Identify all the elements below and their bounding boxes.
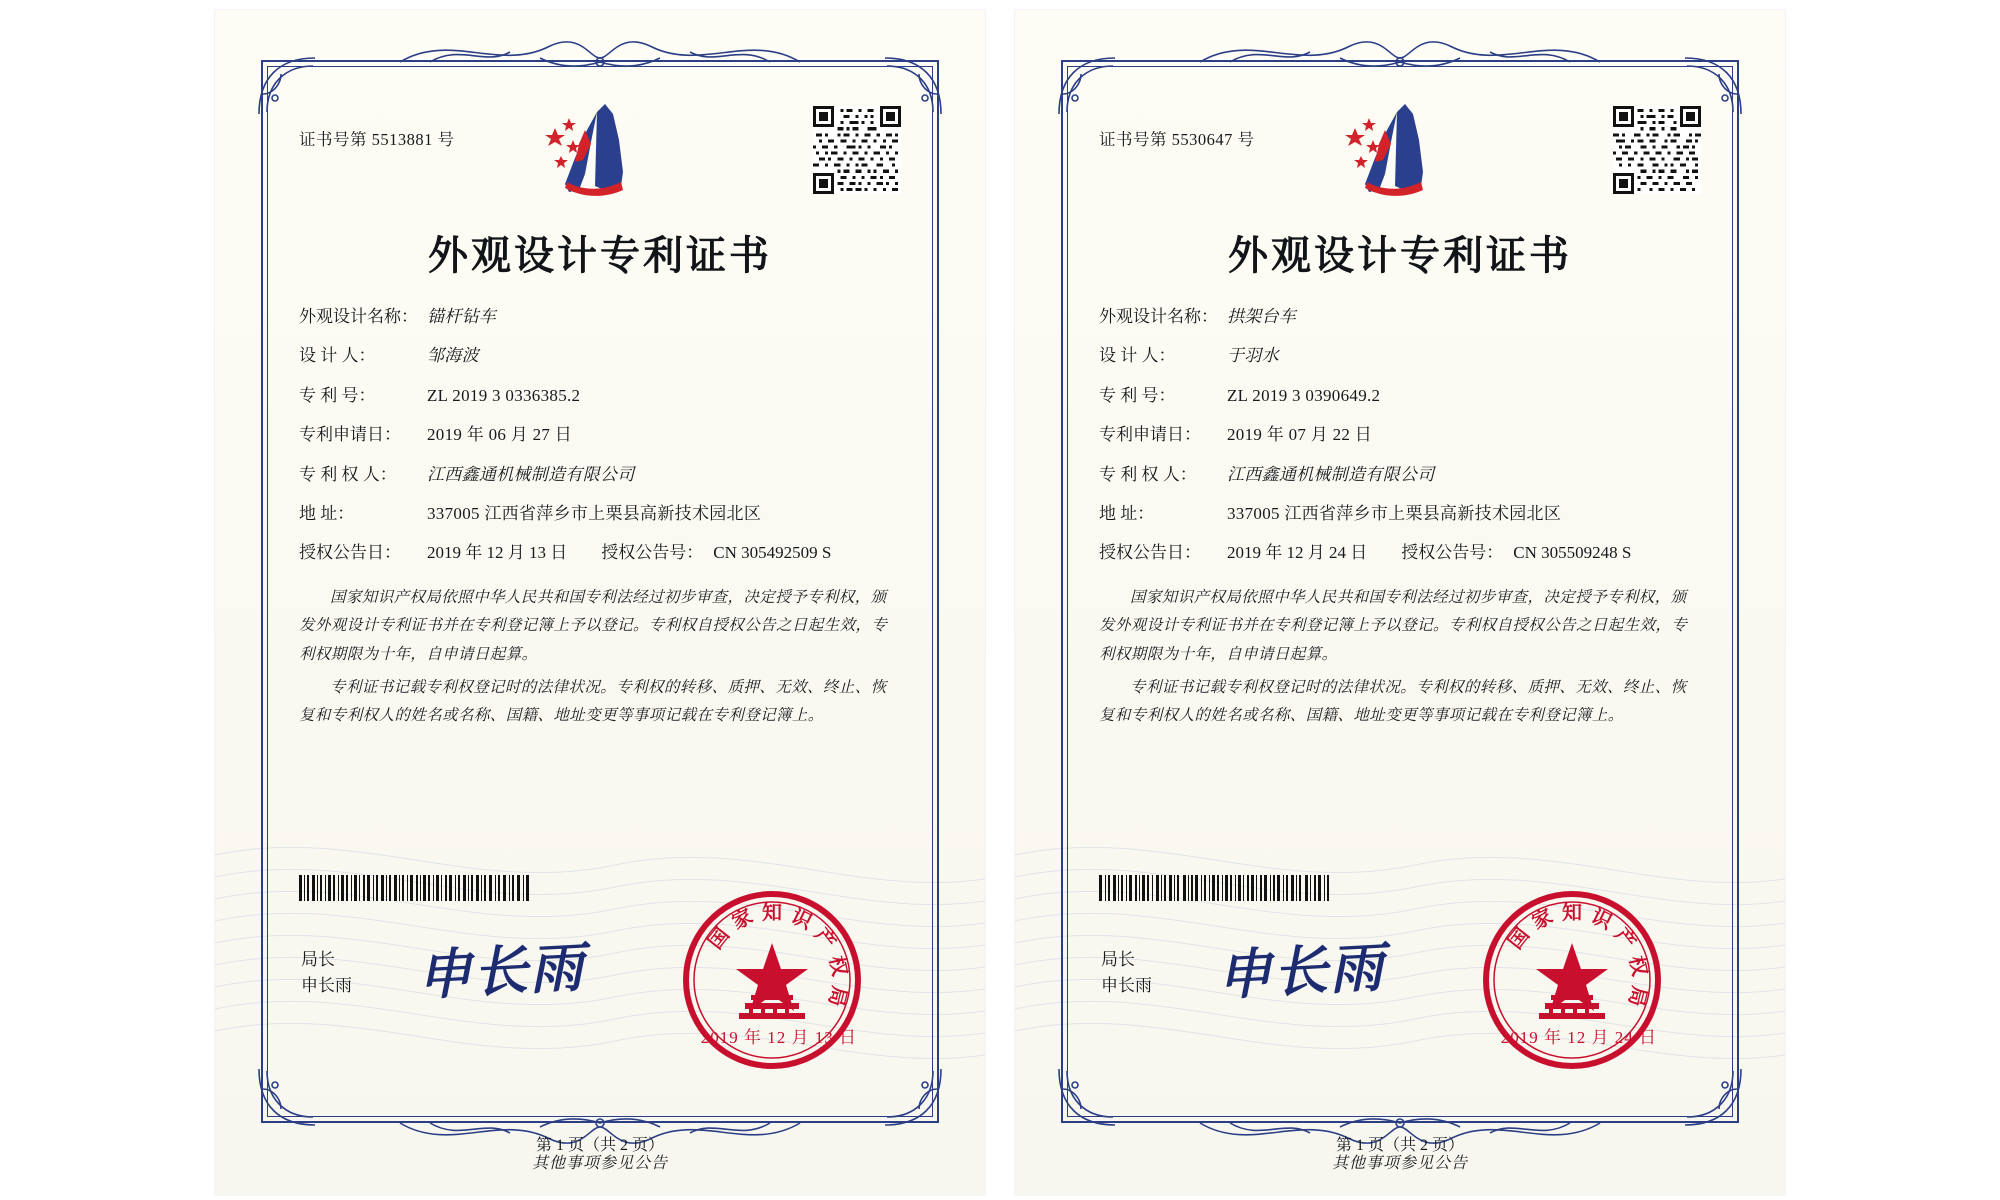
page-number: 第 1 页（共 2 页） <box>1335 1137 1464 1154</box>
certificate-footer <box>299 875 901 1154</box>
field-designer <box>1099 346 1701 366</box>
svg-text:识: 识 <box>1587 903 1617 935</box>
cnipa-logo-icon <box>1335 100 1465 205</box>
certificate-content <box>1095 80 1705 1154</box>
field-designer <box>299 346 901 366</box>
field-label: 授权公告日： <box>1099 543 1201 563</box>
footer-note: 其他事项参见公告 <box>531 1153 668 1172</box>
field-label-grant-no: 授权公告号： <box>1401 543 1504 563</box>
field-patentee <box>299 465 901 485</box>
svg-text:国: 国 <box>1502 922 1535 954</box>
field-value-grant-no: CN 305509248 S <box>1513 543 1632 563</box>
field-patentee <box>1099 465 1701 485</box>
svg-text:局: 局 <box>1623 983 1653 1010</box>
field-application-date <box>299 425 901 445</box>
field-label: 地 址： <box>1099 503 1155 523</box>
field-application-date <box>1099 425 1701 445</box>
svg-text:局: 局 <box>823 983 853 1010</box>
director-block <box>301 947 352 1000</box>
director-name: 申长雨 <box>1101 976 1152 996</box>
svg-text:知: 知 <box>1562 900 1582 924</box>
page-title: 外观设计专利证书 <box>428 232 772 279</box>
certificate-footer <box>1099 875 1701 1154</box>
field-value: 邹海波 <box>427 346 479 367</box>
director-title: 局长 <box>301 950 335 969</box>
field-label: 地 址： <box>299 503 355 523</box>
cnipa-logo-icon <box>535 100 665 205</box>
field-design-name <box>299 307 901 327</box>
field-patent-number <box>1099 386 1701 406</box>
legal-text <box>299 583 901 730</box>
seal-date: 2019 年 12 月 24 日 <box>1500 1028 1657 1047</box>
svg-text:知: 知 <box>762 900 782 924</box>
field-list <box>299 307 901 564</box>
field-value-grant-no: CN 305492509 S <box>713 543 832 563</box>
legal-paragraph: 专利证书记载专利权登记时的法律状况。专利权的转移、质押、无效、终止、恢复和专利权人的姓名或名称、国籍、地址变更等事项记载在专利登记簿上。 <box>299 677 887 725</box>
certificate-right <box>1015 10 1785 1195</box>
field-list <box>1099 307 1701 564</box>
field-value: 锚杆钻车 <box>427 307 497 327</box>
field-label: 专 利 号： <box>299 385 376 405</box>
field-label: 专 利 号： <box>1099 385 1176 405</box>
field-value: 2019 年 12 月 13 日 <box>427 543 568 563</box>
field-value: 江西鑫通机械制造有限公司 <box>1227 464 1435 485</box>
field-value: 拱架台车 <box>1227 307 1297 327</box>
field-address <box>1099 504 1701 524</box>
field-value: 337005 江西省萍乡市上栗县高新技术园北区 <box>1227 503 1562 523</box>
field-label: 专 利 权 人： <box>299 464 397 484</box>
field-value: 江西鑫通机械制造有限公司 <box>427 464 635 485</box>
seal-date: 2019 年 12 月 13 日 <box>700 1028 857 1047</box>
field-value: 于羽水 <box>1227 346 1279 367</box>
legal-paragraph: 国家知识产权局依照中华人民共和国专利法经过初步审查，决定授予专利权，颁发外观设计专利证书并在专利登记簿上予以登记。专利权自授权公告之日起生效，专利权期限为十年，自申请日起算。 <box>299 587 888 664</box>
svg-text:家: 家 <box>1527 903 1557 935</box>
legal-paragraph: 专利证书记载专利权登记时的法律状况。专利权的转移、质押、无效、终止、恢复和专利权人的姓名或名称、国籍、地址变更等事项记载在专利登记簿上。 <box>1099 677 1687 725</box>
certificate-content <box>295 80 905 1154</box>
field-value: 2019 年 12 月 24 日 <box>1227 543 1368 563</box>
field-label-grant-no: 授权公告号： <box>601 543 704 563</box>
field-label: 专利申请日： <box>299 425 401 445</box>
svg-text:国: 国 <box>702 922 735 954</box>
director-signature: 申长雨 <box>415 934 587 1008</box>
certificate-header <box>295 80 905 210</box>
svg-text:识: 识 <box>787 903 817 935</box>
director-signature: 申长雨 <box>1215 934 1387 1008</box>
legal-paragraph: 国家知识产权局依照中华人民共和国专利法经过初步审查，决定授予专利权，颁发外观设计专利证书并在专利登记簿上予以登记。专利权自授权公告之日起生效，专利权期限为十年，自申请日起算。 <box>1099 587 1688 664</box>
director-title: 局长 <box>1101 950 1135 969</box>
field-patent-number <box>299 386 901 406</box>
footer-note: 其他事项参见公告 <box>1331 1153 1468 1172</box>
barcode <box>1099 875 1329 901</box>
svg-text:权: 权 <box>1624 953 1653 979</box>
field-address <box>299 504 901 524</box>
legal-text <box>1099 583 1701 730</box>
field-value: 2019 年 06 月 27 日 <box>427 425 573 445</box>
field-design-name <box>1099 307 1701 327</box>
certificate-left <box>215 10 985 1195</box>
field-label: 外观设计名称： <box>299 307 418 326</box>
field-label: 设 计 人： <box>1099 346 1176 366</box>
page-title: 外观设计专利证书 <box>1228 232 1572 279</box>
field-grant <box>299 543 901 563</box>
svg-text:权: 权 <box>824 953 853 979</box>
certificate-number: 证书号第 5513881 号 <box>299 130 455 149</box>
certificate-number: 证书号第 5530647 号 <box>1099 130 1255 149</box>
field-label: 专 利 权 人： <box>1099 464 1197 484</box>
field-label: 专利申请日： <box>1099 425 1201 445</box>
certificate-header <box>1095 80 1705 210</box>
field-label: 外观设计名称： <box>1099 307 1218 326</box>
field-value: ZL 2019 3 0390649.2 <box>1227 385 1381 405</box>
field-value: ZL 2019 3 0336385.2 <box>427 385 581 405</box>
qr-code <box>1613 106 1701 194</box>
page-number: 第 1 页（共 2 页） <box>535 1137 664 1154</box>
field-value: 2019 年 07 月 22 日 <box>1227 425 1373 445</box>
qr-code <box>813 106 901 194</box>
svg-text:产: 产 <box>809 922 842 954</box>
svg-text:家: 家 <box>727 903 757 935</box>
field-label: 授权公告日： <box>299 543 401 563</box>
field-value: 337005 江西省萍乡市上栗县高新技术园北区 <box>427 503 762 523</box>
barcode <box>299 875 529 901</box>
field-label: 设 计 人： <box>299 346 376 366</box>
svg-text:产: 产 <box>1609 922 1642 954</box>
director-name: 申长雨 <box>301 976 352 996</box>
field-grant <box>1099 543 1701 563</box>
director-block <box>1101 947 1152 1000</box>
